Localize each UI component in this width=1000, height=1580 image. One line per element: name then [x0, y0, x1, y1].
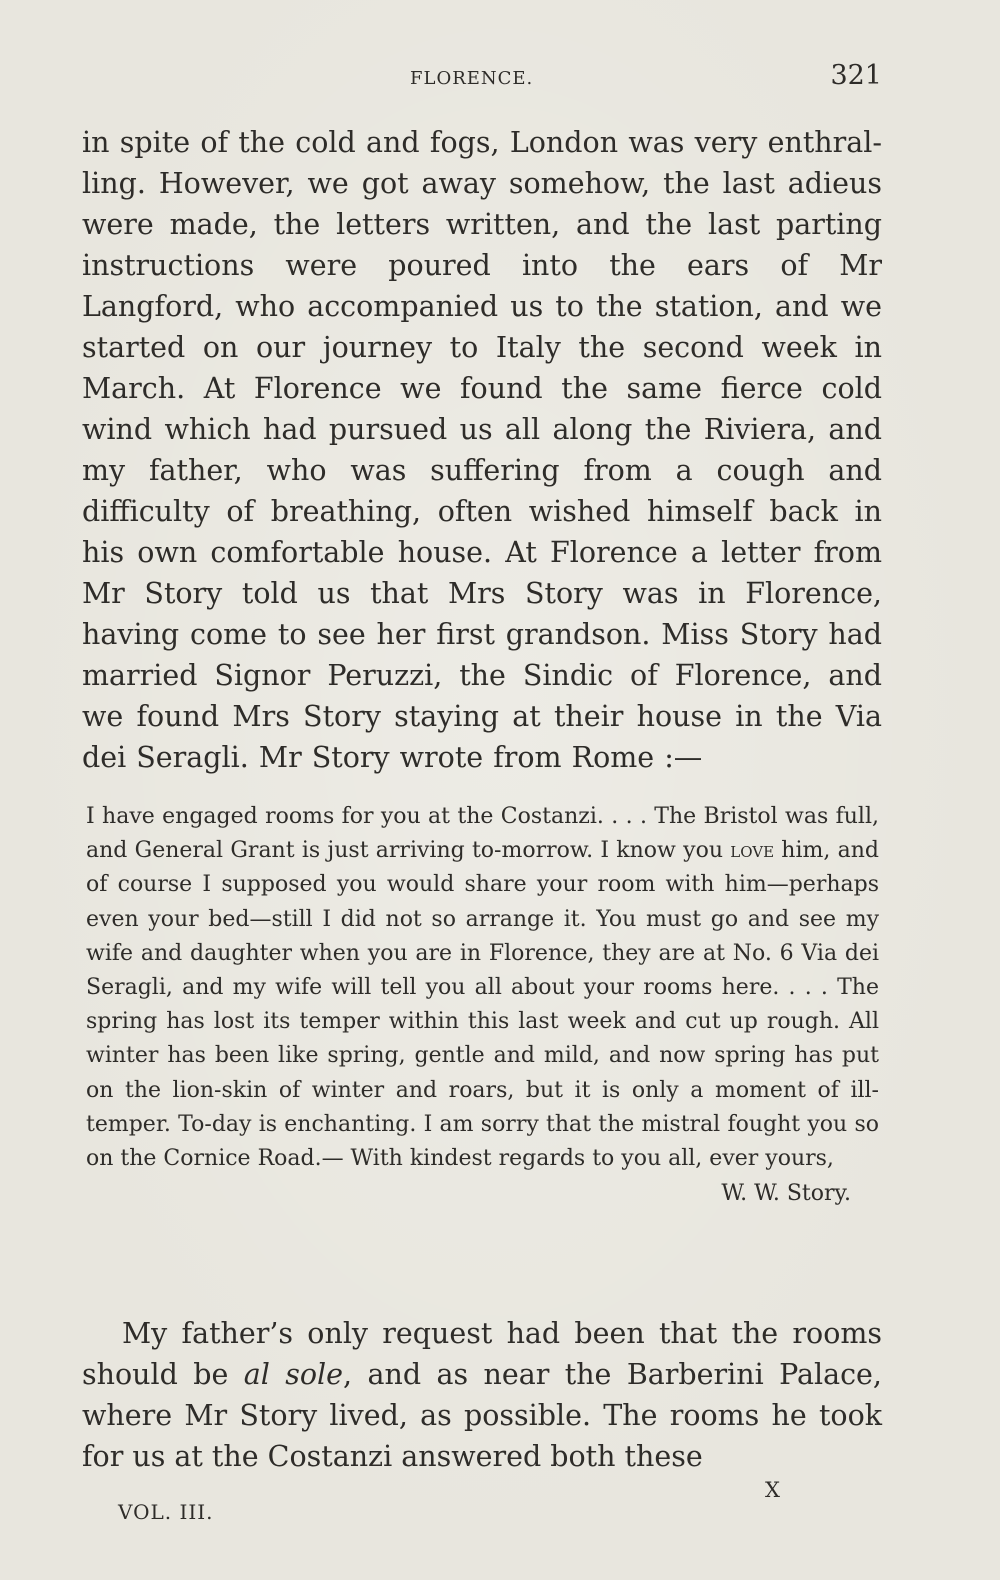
section-title: FLORENCE.	[410, 68, 534, 89]
letter-body: him, and of course I supposed you would share your room with him—perhaps even your bed—still I did not so arrange it. You must go and see my wife and daughter when you are in Florence, they are at No. 6 Via dei Seragli, and my wife will tell you all about your rooms here. . . . The spring has lost its temper within this last week and cut up rough. All winter has been like spring, gentle and mild, and now spring has put on the lion-skin of winter and roars, but it is only a moment of ill-temper. To-day is enchanting. I am sorry that the mistral fought you so on the Cornice Road.— With kindest regards to you all, ever yours,	[86, 838, 880, 1172]
page-footer	[82, 1478, 882, 1524]
signature-mark: X	[765, 1478, 780, 1502]
running-head	[82, 60, 882, 100]
main-paragraph: in spite of the cold and fogs, London was very enthral-ling. However, we got away somehow, the last adieus were made, the letters written, and the last parting instructions were poured into the ears of Mr Langford, who accompanied us to the station, and we started on our journey to Italy the second week in March. At Florence we found the same fierce cold wind which had pursued us all along the Riviera, and my father, who was suffering from a cough and difficulty of breathing, often wished himself back in his own comfortable house. At Florence a letter from Mr Story told us that Mrs Story was in Florence, having come to see her first grandson. Miss Story had married Signor Peruzzi, the Sindic of Florence, and we found Mrs Story staying at their house in the Via dei Seragli. Mr Story wrote from Rome :—	[82, 126, 882, 774]
continuation-paragraph	[82, 1313, 882, 1477]
page-number: 321	[830, 60, 882, 91]
letter-signature: W. W. Story.	[721, 1181, 851, 1207]
emphasized-word: love	[730, 838, 775, 864]
italic-phrase: al sole	[243, 1358, 344, 1391]
continuation-text: , and as near the Barberini Palace, where Mr Story lived, as possible. The rooms he took for us at the Costanzi answered both these	[82, 1358, 882, 1473]
letter-opening: I have engaged rooms for you at the Costanzi. . . . The Bristol was full, and General Grant is just arriving to-morrow. I know you	[86, 804, 879, 864]
continuation-opening: My father’s only request had been that the rooms should be	[82, 1317, 882, 1391]
letter-text	[86, 800, 879, 1211]
volume-label: VOL. III.	[118, 1500, 214, 1524]
quoted-letter	[86, 800, 879, 1211]
